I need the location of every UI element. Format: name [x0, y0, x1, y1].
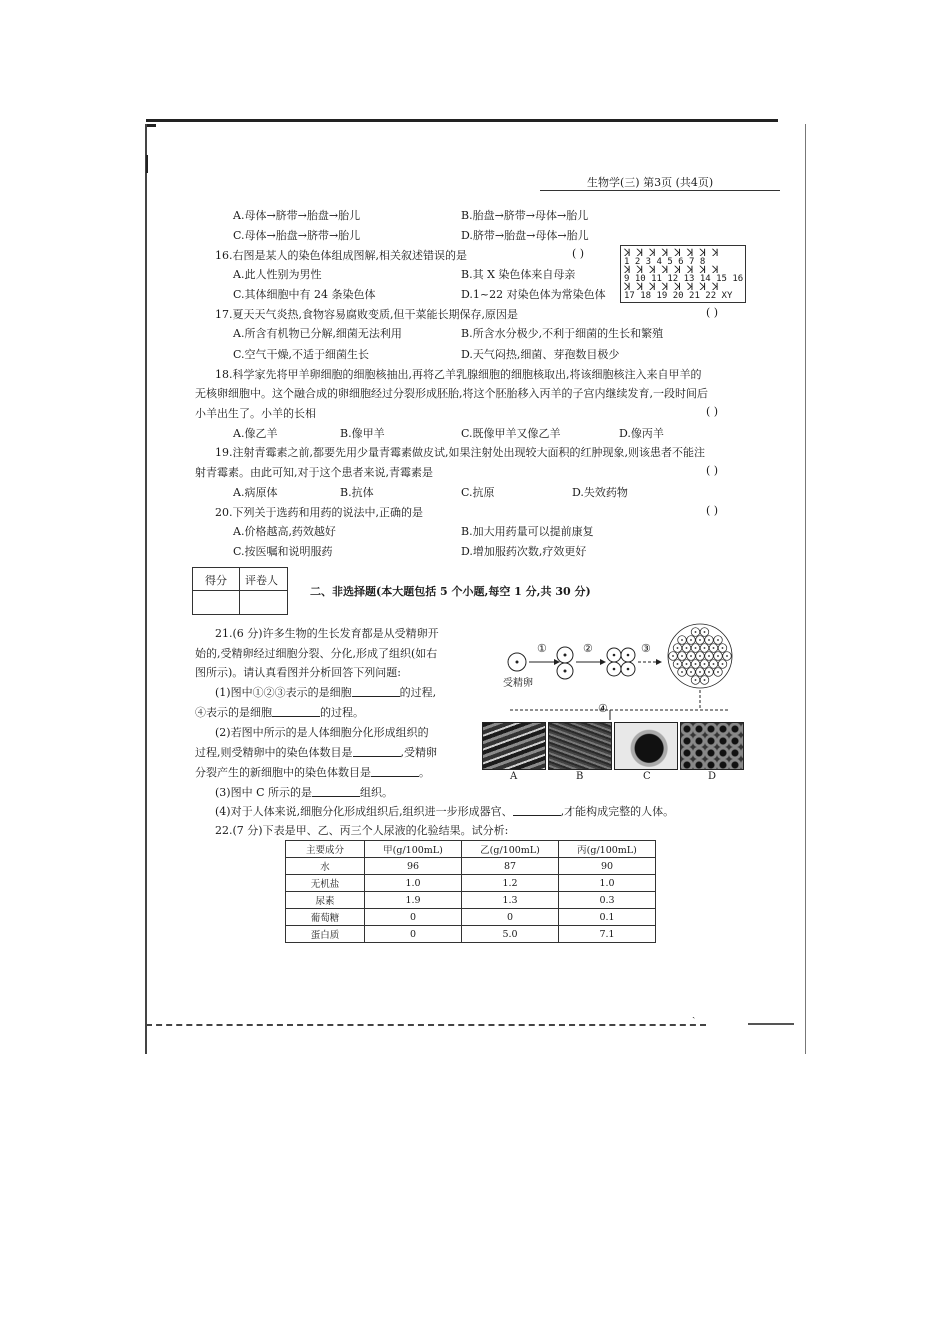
cell-nucleus [717, 639, 719, 641]
cell-mass [669, 628, 732, 685]
cell-nucleus [726, 655, 728, 657]
q19-line-2: 射青霉素。由此可知,对于这个患者来说,青霉素是 [195, 466, 433, 479]
cell-nucleus [704, 663, 706, 665]
cell-nucleus [722, 663, 724, 665]
table-row [286, 909, 656, 926]
table-cell: 水 [286, 858, 365, 875]
urine-table-header [286, 841, 656, 858]
q17-option-a: A.所含有机物已分解,细菌无法利用 [233, 327, 402, 340]
table-cell: 无机盐 [286, 875, 365, 892]
table-cell: 90 [559, 858, 656, 875]
table-cell: 0 [365, 909, 462, 926]
step-4-label: ④ [598, 702, 608, 715]
stray-mark: ˎ [692, 1008, 696, 1019]
q21-blank-3[interactable] [353, 746, 401, 757]
karyotype-row-1: 1 2 3 4 5 6 7 8 [624, 257, 706, 267]
differentiation-arrows [480, 682, 750, 722]
cell-nucleus [708, 671, 710, 673]
cell-nucleus [717, 671, 719, 673]
q18-option-c: C.既像甲羊又像乙羊 [461, 427, 561, 440]
q21-part-2-line-2 [195, 744, 437, 760]
q16-option-c: C.其体细胞中有 24 条染色体 [233, 288, 376, 301]
q21-p3-text-a: (3)图中 C 所示的是 [215, 786, 312, 799]
q21-part-1-cont [195, 704, 364, 720]
cell-nucleus [699, 639, 701, 641]
table-header-cell: 主要成分 [286, 841, 365, 858]
karyotype-row-3: 17 18 19 20 21 22 XY [624, 291, 733, 301]
cell-nucleus [695, 647, 697, 649]
q16-stem: 16.右图是某人的染色体组成图解,相关叙述错误的是 [215, 249, 467, 262]
karyotype-glyphs-3: ꓘ ꓘ ꓘ ꓘ ꓘ ꓘ ꓘ ꓘ [624, 282, 719, 293]
table-cell: 7.1 [559, 926, 656, 943]
karyotype-glyphs-1: ꓘ ꓘ ꓘ ꓘ ꓘ ꓘ ꓘ ꓘ [624, 248, 719, 259]
q21-blank-6[interactable] [513, 805, 561, 816]
q15-option-b: B.胎盘→脐带→母体→胎儿 [461, 209, 589, 222]
q19-answer-paren: ( ) [706, 464, 719, 477]
q21-p4-text-a: (4)对于人体来说,细胞分化形成组织后,组织进一步形成器官、 [215, 805, 513, 818]
q22-stem: 22.(7 分)下表是甲、乙、丙三个人尿液的化验结果。试分析: [215, 824, 509, 837]
q18-line-2: 无核卵细胞中。这个融合成的卵细胞经过分裂形成胚胎,将这个胚胎移入丙羊的子宫内继续发育,一段时间后 [195, 387, 708, 400]
page-header: 生物学(三) 第3页 (共4页) [587, 176, 714, 189]
q21-p2-text-e: 。 [419, 766, 430, 779]
cell-nucleus [681, 639, 683, 641]
q21-p4-text-b: ,才能构成完整的人体。 [560, 805, 675, 818]
cell-nucleus [704, 631, 706, 633]
karyotype-glyphs-2: ꓘ ꓘ ꓘ ꓘ ꓘ ꓘ ꓘ ꓘ [624, 265, 719, 276]
score-label: 得分 [205, 574, 227, 587]
q21-part-2-line-3 [195, 764, 430, 780]
q21-part-3 [215, 784, 393, 800]
q19-option-c: C.抗原 [461, 486, 495, 499]
zygote-label: 受精卵 [503, 678, 533, 689]
q16-option-d: D.1~22 对染色体为常染色体 [461, 288, 606, 301]
q21-p2-text-c: ,受精卵 [400, 746, 437, 759]
tissue-photo-d [680, 722, 744, 770]
q21-p1-text-a: (1)图中①②③表示的是细胞 [215, 686, 352, 699]
cell-nucleus [717, 655, 719, 657]
cell-nucleus [704, 647, 706, 649]
q17-option-c: C.空气干燥,不适于细菌生长 [233, 348, 370, 361]
table-cell: 0.1 [559, 909, 656, 926]
table-cell: 1.0 [559, 875, 656, 892]
q19-option-d: D.失效药物 [572, 486, 628, 499]
cell-nucleus [704, 679, 706, 681]
cell-nucleus [681, 671, 683, 673]
q21-part-4 [215, 803, 674, 819]
q19-option-a: A.病原体 [233, 486, 278, 499]
q21-p1-text-c: ④表示的是细胞 [195, 706, 272, 719]
table-cell: 96 [365, 858, 462, 875]
table-cell: 0.3 [559, 892, 656, 909]
step-2-label: ② [583, 642, 593, 655]
tissue-photo-b [548, 722, 612, 770]
page-border-corner [146, 124, 156, 127]
page-border-left [145, 124, 147, 1054]
q17-option-b: B.所含水分极少,不利于细菌的生长和繁殖 [461, 327, 664, 340]
q21-line-1: 21.(6 分)许多生物的生长发育都是从受精卵开 [215, 627, 439, 640]
q15-option-a: A.母体→脐带→胎盘→胎儿 [233, 209, 361, 222]
q18-line-1: 18.科学家先将甲羊卵细胞的细胞核抽出,再将乙羊乳腺细胞的细胞核取出,将该细胞核注入来自甲羊的 [215, 368, 702, 381]
q18-option-b: B.像甲羊 [340, 427, 385, 440]
karyotype-row-2: 9 10 11 12 13 14 15 16 [624, 274, 744, 284]
q21-p2-text-b: 过程,则受精卵中的染色体数目是 [195, 746, 353, 759]
cell-nucleus [690, 671, 692, 673]
photo-label-b: B [576, 771, 584, 782]
q16-answer-paren: ( ) [572, 247, 585, 260]
cell-nucleus [695, 663, 697, 665]
q21-part-1 [215, 684, 436, 700]
tissue-photo-a [482, 722, 546, 770]
margin-mark [146, 155, 148, 173]
q17-stem: 17.夏天天气炎热,食物容易腐败变质,但干菜能长期保存,原因是 [215, 308, 518, 321]
cell-nucleus [699, 671, 701, 673]
section-2-title: 二、非选择题(本大题包括 5 个小题,每空 1 分,共 30 分) [310, 585, 591, 598]
cell-nucleus [686, 647, 688, 649]
q16-option-b: B.其 X 染色体来自母亲 [461, 268, 576, 281]
cell-nucleus [713, 647, 715, 649]
grader-label: 评卷人 [245, 574, 278, 587]
page-border-top [146, 119, 778, 122]
photo-label-d: D [708, 771, 717, 782]
score-box-vline [239, 568, 240, 614]
q19-option-b: B.抗体 [340, 486, 374, 499]
page-border-bottom [146, 1024, 706, 1026]
table-cell: 5.0 [462, 926, 559, 943]
step-1-label: ① [537, 642, 547, 655]
table-cell: 0 [365, 926, 462, 943]
cell-nucleus [686, 663, 688, 665]
header-rule [540, 190, 780, 191]
q18-option-d: D.像丙羊 [619, 427, 664, 440]
cell-nucleus [690, 639, 692, 641]
table-cell: 1.9 [365, 892, 462, 909]
cell-nucleus [708, 655, 710, 657]
q21-blank-1[interactable] [352, 686, 400, 697]
q18-answer-paren: ( ) [706, 405, 719, 418]
cell-nucleus [690, 655, 692, 657]
table-cell: 1.2 [462, 875, 559, 892]
cell-nucleus [695, 631, 697, 633]
q20-answer-paren: ( ) [706, 504, 719, 517]
table-cell: 葡萄糖 [286, 909, 365, 926]
cell-nucleus [699, 655, 701, 657]
photo-label-c: C [643, 771, 651, 782]
urine-table [285, 840, 656, 943]
table-header-cell: 甲(g/100mL) [365, 841, 462, 858]
table-cell: 87 [462, 858, 559, 875]
q21-blank-4[interactable] [371, 766, 419, 777]
q18-line-3: 小羊出生了。小羊的长相 [195, 407, 316, 420]
cell-nucleus [672, 655, 674, 657]
karyotype-figure [620, 245, 746, 303]
q21-p3-text-b: 组织。 [360, 786, 393, 799]
cell-nucleus [681, 655, 683, 657]
score-box-hline [193, 590, 287, 591]
table-cell: 1.0 [365, 875, 462, 892]
table-row [286, 858, 656, 875]
q21-line-3: 图所示)。请认真看图并分析回答下列问题: [195, 666, 401, 679]
table-cell: 1.3 [462, 892, 559, 909]
q17-answer-paren: ( ) [706, 306, 719, 319]
q21-p2-text-d: 分裂产生的新细胞中的染色体数目是 [195, 766, 371, 779]
cell-nucleus [708, 639, 710, 641]
cell-nucleus [713, 663, 715, 665]
cell-nucleus [722, 647, 724, 649]
table-cell: 尿素 [286, 892, 365, 909]
q20-option-a: A.价格越高,药效越好 [233, 525, 336, 538]
page-border-right [805, 124, 806, 1054]
q21-blank-2[interactable] [272, 706, 320, 717]
q17-option-d: D.天气闷热,细菌、芽孢数目极少 [461, 348, 620, 361]
q19-line-1: 19.注射青霉素之前,都要先用少量青霉素做皮试,如果注射处出现较大面积的红肿现象,则该患者不能注 [215, 446, 705, 459]
score-box [192, 567, 288, 615]
q16-option-a: A.此人性别为男性 [233, 268, 322, 281]
photo-label-a: A [510, 771, 518, 782]
q21-part-2: (2)若图中所示的是人体细胞分化形成组织的 [215, 726, 429, 739]
cell-nucleus [695, 679, 697, 681]
q15-option-d: D.脐带→胎盘→母体→胎儿 [461, 229, 589, 242]
tissue-photo-c [614, 722, 678, 770]
table-row [286, 875, 656, 892]
q15-option-c: C.母体→胎盘→脐带→胎儿 [233, 229, 361, 242]
page-border-bottom-right [748, 1023, 794, 1025]
table-header-cell: 丙(g/100mL) [559, 841, 656, 858]
q20-option-b: B.加大用药量可以提前康复 [461, 525, 594, 538]
table-header-cell: 乙(g/100mL) [462, 841, 559, 858]
table-row [286, 892, 656, 909]
cell-nucleus [677, 663, 679, 665]
q20-stem: 20.下列关于选药和用药的说法中,正确的是 [215, 506, 423, 519]
q21-p1-text-d: 的过程。 [320, 706, 364, 719]
table-row [286, 926, 656, 943]
q18-option-a: A.像乙羊 [233, 427, 278, 440]
table-cell: 0 [462, 909, 559, 926]
q21-line-2: 始的,受精卵经过细胞分裂、分化,形成了组织(如右 [195, 647, 438, 660]
q21-p1-text-b: 的过程, [399, 686, 437, 699]
q20-option-d: D.增加服药次数,疗效更好 [461, 545, 587, 558]
q20-option-c: C.按医嘱和说明服药 [233, 545, 333, 558]
q21-blank-5[interactable] [312, 786, 360, 797]
table-cell: 蛋白质 [286, 926, 365, 943]
cell-nucleus [677, 647, 679, 649]
step-3-label: ③ [641, 642, 651, 655]
